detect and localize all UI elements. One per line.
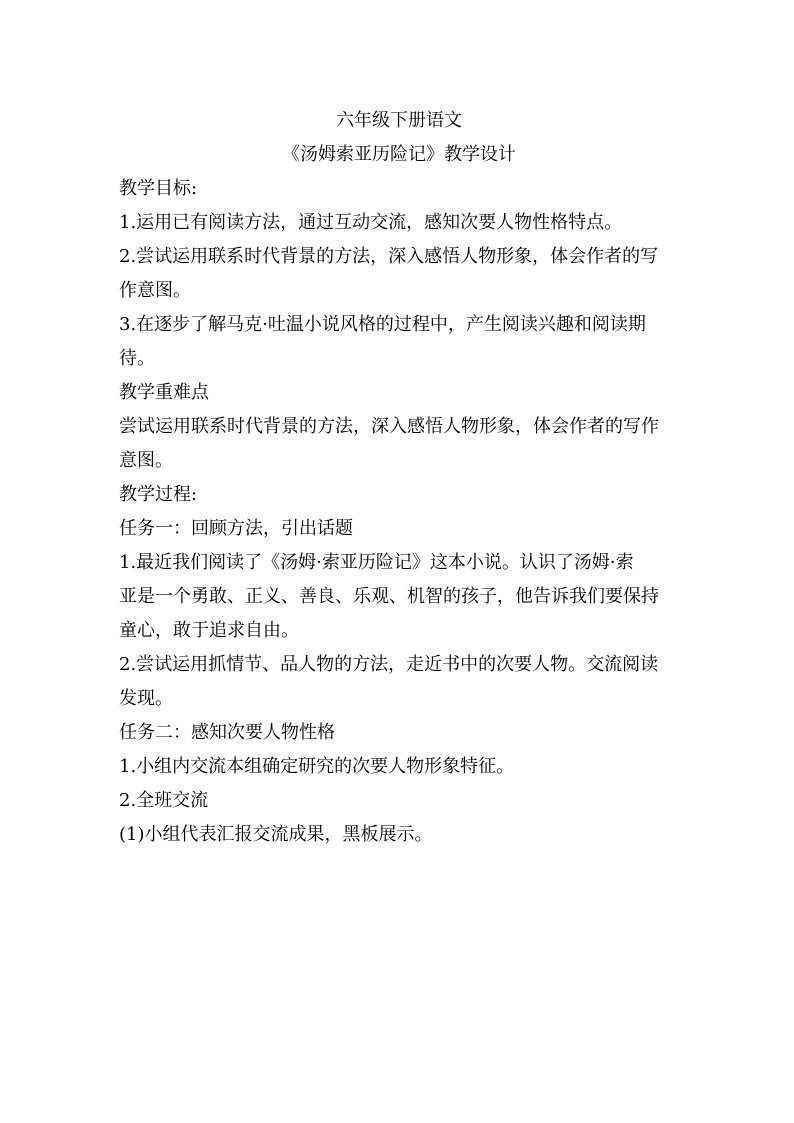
- section-heading-key-points: 教学重难点: [119, 382, 209, 403]
- task-1-item-1-line-1: 1.最近我们阅读了《汤姆·索亚历险记》这本小说。认识了汤姆·索: [119, 552, 634, 573]
- section-heading-process: 教学过程:: [119, 484, 198, 505]
- document-title-grade: 六年级下册语文: [336, 110, 462, 131]
- objective-2-line-2: 作意图。: [119, 280, 191, 301]
- key-point-line-2: 意图。: [119, 450, 173, 471]
- key-point-line-1: 尝试运用联系时代背景的方法，深入感悟人物形象，体会作者的写作: [119, 416, 659, 437]
- document-body: [119, 104, 679, 852]
- task-2-item-1: 1.小组内交流本组确定研究的次要人物形象特征。: [119, 756, 515, 777]
- task-1-item-1-line-3: 童心，敢于追求自由。: [119, 620, 299, 641]
- objective-3-line-1: 3.在逐步了解马克·吐温小说风格的过程中，产生阅读兴趣和阅读期: [119, 314, 646, 335]
- objective-2-line-1: 2.尝试运用联系时代背景的方法，深入感悟人物形象，体会作者的写: [119, 246, 659, 267]
- document-title-lesson: 《汤姆索亚历险记》教学设计: [282, 144, 516, 165]
- task-2-item-2: 2.全班交流: [119, 790, 209, 811]
- task-2-item-2-sub-1: (1)小组代表汇报交流成果，黑板展示。: [119, 824, 433, 845]
- objective-1: 1.运用已有阅读方法，通过互动交流，感知次要人物性格特点。: [119, 212, 623, 233]
- section-heading-objectives: 教学目标:: [119, 178, 198, 199]
- task-1-item-1-line-2: 亚是一个勇敢、正义、善良、乐观、机智的孩子，他告诉我们要保持: [119, 586, 659, 607]
- task-2-heading: 任务二：感知次要人物性格: [119, 722, 335, 743]
- task-1-item-2-line-1: 2.尝试运用抓情节、品人物的方法，走近书中的次要人物。交流阅读: [119, 654, 659, 675]
- task-1-heading: 任务一：回顾方法，引出话题: [119, 518, 353, 539]
- objective-3-line-2: 待。: [119, 348, 155, 369]
- task-1-item-2-line-2: 发现。: [119, 688, 173, 709]
